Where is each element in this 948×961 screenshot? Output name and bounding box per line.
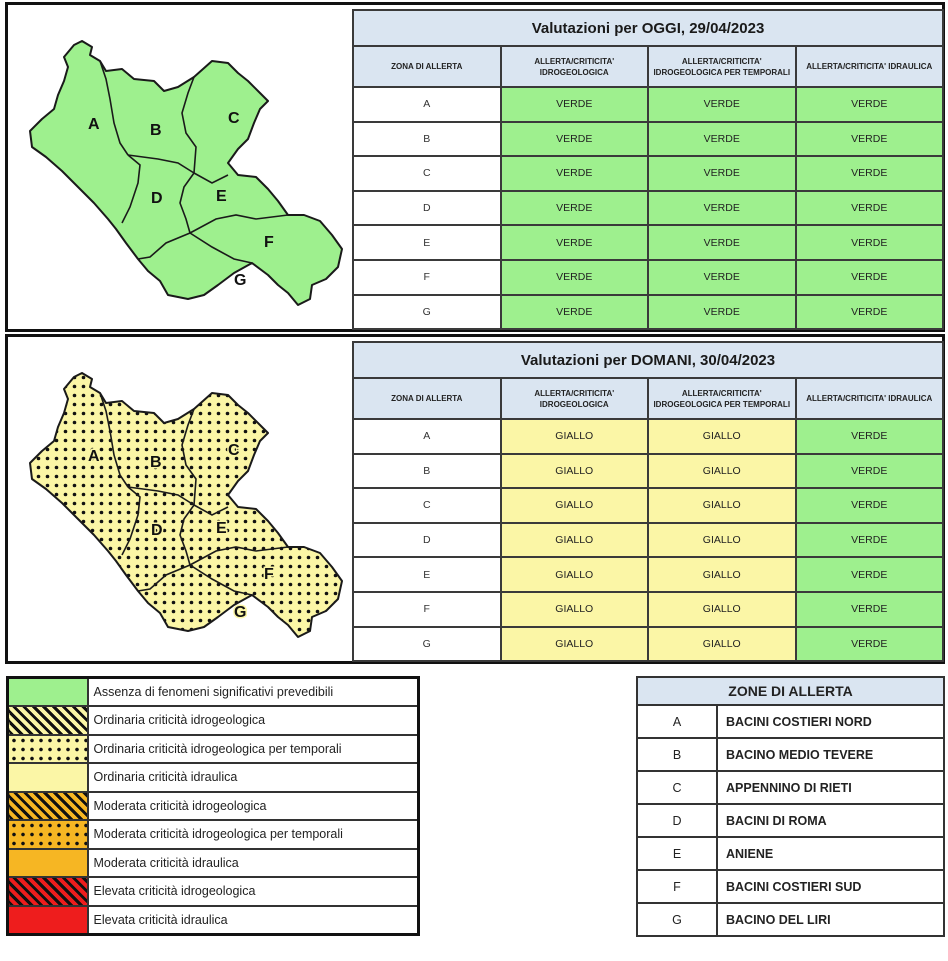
map-zone-label: E xyxy=(216,188,227,205)
zone-name: BACINI DI ROMA xyxy=(717,804,944,837)
zone-cell: F xyxy=(353,592,501,627)
status-cell: VERDE xyxy=(501,122,649,157)
status-cell: VERDE xyxy=(796,557,944,592)
zone-row xyxy=(637,738,944,771)
legend-row xyxy=(8,763,419,792)
zone-row xyxy=(637,705,944,738)
status-cell: VERDE xyxy=(648,191,796,226)
map-zone-label: F xyxy=(264,566,274,583)
legend-swatch xyxy=(8,906,88,935)
zone-code: D xyxy=(637,804,717,837)
status-cell: VERDE xyxy=(648,122,796,157)
status-cell: VERDE xyxy=(796,260,944,295)
legend-label: Assenza di fenomeni significativi prevedibili xyxy=(88,678,419,707)
tomorrow-title: Valutazioni per DOMANI, 30/04/2023 xyxy=(353,342,943,378)
region-outline xyxy=(30,373,342,637)
status-cell: GIALLO xyxy=(501,523,649,558)
status-cell: GIALLO xyxy=(648,592,796,627)
table-row xyxy=(353,191,943,226)
zone-name: BACINO DEL LIRI xyxy=(717,903,944,936)
status-cell: VERDE xyxy=(796,225,944,260)
map-zone-label: G xyxy=(234,604,247,621)
table-row xyxy=(353,592,943,627)
status-cell: VERDE xyxy=(501,87,649,122)
zone-cell: B xyxy=(353,122,501,157)
today-title: Valutazioni per OGGI, 29/04/2023 xyxy=(353,10,943,46)
header-temporali: ALLERTA/CRITICITA' IDROGEOLOGICA PER TEMPORALI xyxy=(648,46,796,87)
map-zone-label: A xyxy=(88,448,100,465)
status-cell: VERDE xyxy=(796,87,944,122)
table-row xyxy=(353,122,943,157)
zone-row xyxy=(637,870,944,903)
zone-cell: C xyxy=(353,488,501,523)
region-outline xyxy=(30,41,342,305)
status-cell: VERDE xyxy=(796,191,944,226)
legend-row xyxy=(8,735,419,764)
legend-label: Elevata criticità idraulica xyxy=(88,906,419,935)
table-row xyxy=(353,627,943,662)
status-cell: VERDE xyxy=(796,627,944,662)
status-cell: VERDE xyxy=(648,295,796,330)
table-row xyxy=(353,295,943,330)
legend-row xyxy=(8,792,419,821)
zone-row xyxy=(637,771,944,804)
zone-cell: D xyxy=(353,523,501,558)
status-cell: VERDE xyxy=(648,260,796,295)
status-cell: VERDE xyxy=(501,225,649,260)
zone-cell: F xyxy=(353,260,501,295)
map-zone-label: D xyxy=(151,190,163,207)
zone-name: BACINO MEDIO TEVERE xyxy=(717,738,944,771)
zone-code: A xyxy=(637,705,717,738)
legend-row xyxy=(8,849,419,878)
legend-swatch xyxy=(8,735,88,764)
table-row xyxy=(353,454,943,489)
legend-row xyxy=(8,706,419,735)
zone-cell: G xyxy=(353,295,501,330)
status-cell: GIALLO xyxy=(648,419,796,454)
legend-label: Ordinaria criticità idraulica xyxy=(88,763,419,792)
status-cell: GIALLO xyxy=(501,419,649,454)
zone-code: C xyxy=(637,771,717,804)
table-row xyxy=(353,260,943,295)
today-rows xyxy=(353,87,943,329)
zone-code: B xyxy=(637,738,717,771)
status-cell: VERDE xyxy=(501,156,649,191)
status-cell: GIALLO xyxy=(648,523,796,558)
table-row xyxy=(353,87,943,122)
map-zone-label: C xyxy=(228,110,240,127)
map-zone-label: B xyxy=(150,122,162,139)
status-cell: VERDE xyxy=(501,260,649,295)
table-row xyxy=(353,488,943,523)
zone-cell: A xyxy=(353,87,501,122)
status-cell: VERDE xyxy=(501,295,649,330)
header-zona: ZONA DI ALLERTA xyxy=(353,46,501,87)
legend-swatch xyxy=(8,678,88,707)
zone-name: BACINI COSTIERI SUD xyxy=(717,870,944,903)
table-row xyxy=(353,156,943,191)
legend-swatch xyxy=(8,792,88,821)
legend-row xyxy=(8,877,419,906)
header-idraulica: ALLERTA/CRITICITA' IDRAULICA xyxy=(796,46,944,87)
status-cell: VERDE xyxy=(648,225,796,260)
zone-cell: C xyxy=(353,156,501,191)
zone-cell: E xyxy=(353,557,501,592)
status-cell: VERDE xyxy=(796,523,944,558)
status-cell: VERDE xyxy=(501,191,649,226)
status-cell: VERDE xyxy=(648,87,796,122)
status-cell: GIALLO xyxy=(648,627,796,662)
zone-name: APPENNINO DI RIETI xyxy=(717,771,944,804)
zone-row xyxy=(637,804,944,837)
zone-cell: A xyxy=(353,419,501,454)
status-cell: GIALLO xyxy=(501,627,649,662)
zone-row xyxy=(637,903,944,936)
map-zone-label: F xyxy=(264,234,274,251)
status-cell: GIALLO xyxy=(648,454,796,489)
zone-cell: E xyxy=(353,225,501,260)
header-zona: ZONA DI ALLERTA xyxy=(353,378,501,419)
header-idrogeologica: ALLERTA/CRITICITA' IDROGEOLOGICA xyxy=(501,378,649,419)
status-cell: VERDE xyxy=(796,156,944,191)
legend-label: Ordinaria criticità idrogeologica per temporali xyxy=(88,735,419,764)
table-row xyxy=(353,225,943,260)
zone-code: F xyxy=(637,870,717,903)
legend-swatch xyxy=(8,763,88,792)
zone-name: ANIENE xyxy=(717,837,944,870)
map-zone-label: G xyxy=(234,272,247,289)
status-cell: VERDE xyxy=(796,488,944,523)
legend-row xyxy=(8,678,419,707)
zones-title: ZONE DI ALLERTA xyxy=(637,677,944,705)
tomorrow-panel xyxy=(5,334,945,664)
legend-swatch xyxy=(8,877,88,906)
header-temporali: ALLERTA/CRITICITA' IDROGEOLOGICA PER TEMPORALI xyxy=(648,378,796,419)
status-cell: VERDE xyxy=(796,454,944,489)
legend-table xyxy=(6,676,420,936)
header-idraulica: ALLERTA/CRITICITA' IDRAULICA xyxy=(796,378,944,419)
zones-table xyxy=(636,676,945,937)
table-row xyxy=(353,523,943,558)
legend-row xyxy=(8,820,419,849)
status-cell: VERDE xyxy=(796,295,944,330)
tomorrow-table xyxy=(352,341,944,662)
zone-cell: D xyxy=(353,191,501,226)
status-cell: GIALLO xyxy=(501,557,649,592)
legend-row xyxy=(8,906,419,935)
zone-cell: G xyxy=(353,627,501,662)
legend-swatch xyxy=(8,849,88,878)
map-zone-label: E xyxy=(216,520,227,537)
map-zone-label: D xyxy=(151,522,163,539)
legend-swatch xyxy=(8,820,88,849)
legend-label: Moderata criticità idrogeologica xyxy=(88,792,419,821)
zone-row xyxy=(637,837,944,870)
tomorrow-rows xyxy=(353,419,943,661)
lazio-map-today xyxy=(16,23,346,318)
status-cell: GIALLO xyxy=(501,454,649,489)
legend-label: Moderata criticità idraulica xyxy=(88,849,419,878)
header-idrogeologica: ALLERTA/CRITICITA' IDROGEOLOGICA xyxy=(501,46,649,87)
today-table xyxy=(352,9,944,330)
table-row xyxy=(353,419,943,454)
today-panel xyxy=(5,2,945,332)
status-cell: GIALLO xyxy=(501,488,649,523)
map-zone-label: B xyxy=(150,454,162,471)
legend-label: Elevata criticità idrogeologica xyxy=(88,877,419,906)
table-row xyxy=(353,557,943,592)
legend-label: Ordinaria criticità idrogeologica xyxy=(88,706,419,735)
zone-code: G xyxy=(637,903,717,936)
lazio-map-tomorrow xyxy=(16,355,346,650)
status-cell: GIALLO xyxy=(648,557,796,592)
zone-name: BACINI COSTIERI NORD xyxy=(717,705,944,738)
map-zone-label: A xyxy=(88,116,100,133)
status-cell: GIALLO xyxy=(501,592,649,627)
status-cell: GIALLO xyxy=(648,488,796,523)
status-cell: VERDE xyxy=(796,419,944,454)
map-zone-label: C xyxy=(228,442,240,459)
legend-label: Moderata criticità idrogeologica per temporali xyxy=(88,820,419,849)
zone-cell: B xyxy=(353,454,501,489)
status-cell: VERDE xyxy=(796,122,944,157)
status-cell: VERDE xyxy=(648,156,796,191)
status-cell: VERDE xyxy=(796,592,944,627)
zone-code: E xyxy=(637,837,717,870)
legend-swatch xyxy=(8,706,88,735)
